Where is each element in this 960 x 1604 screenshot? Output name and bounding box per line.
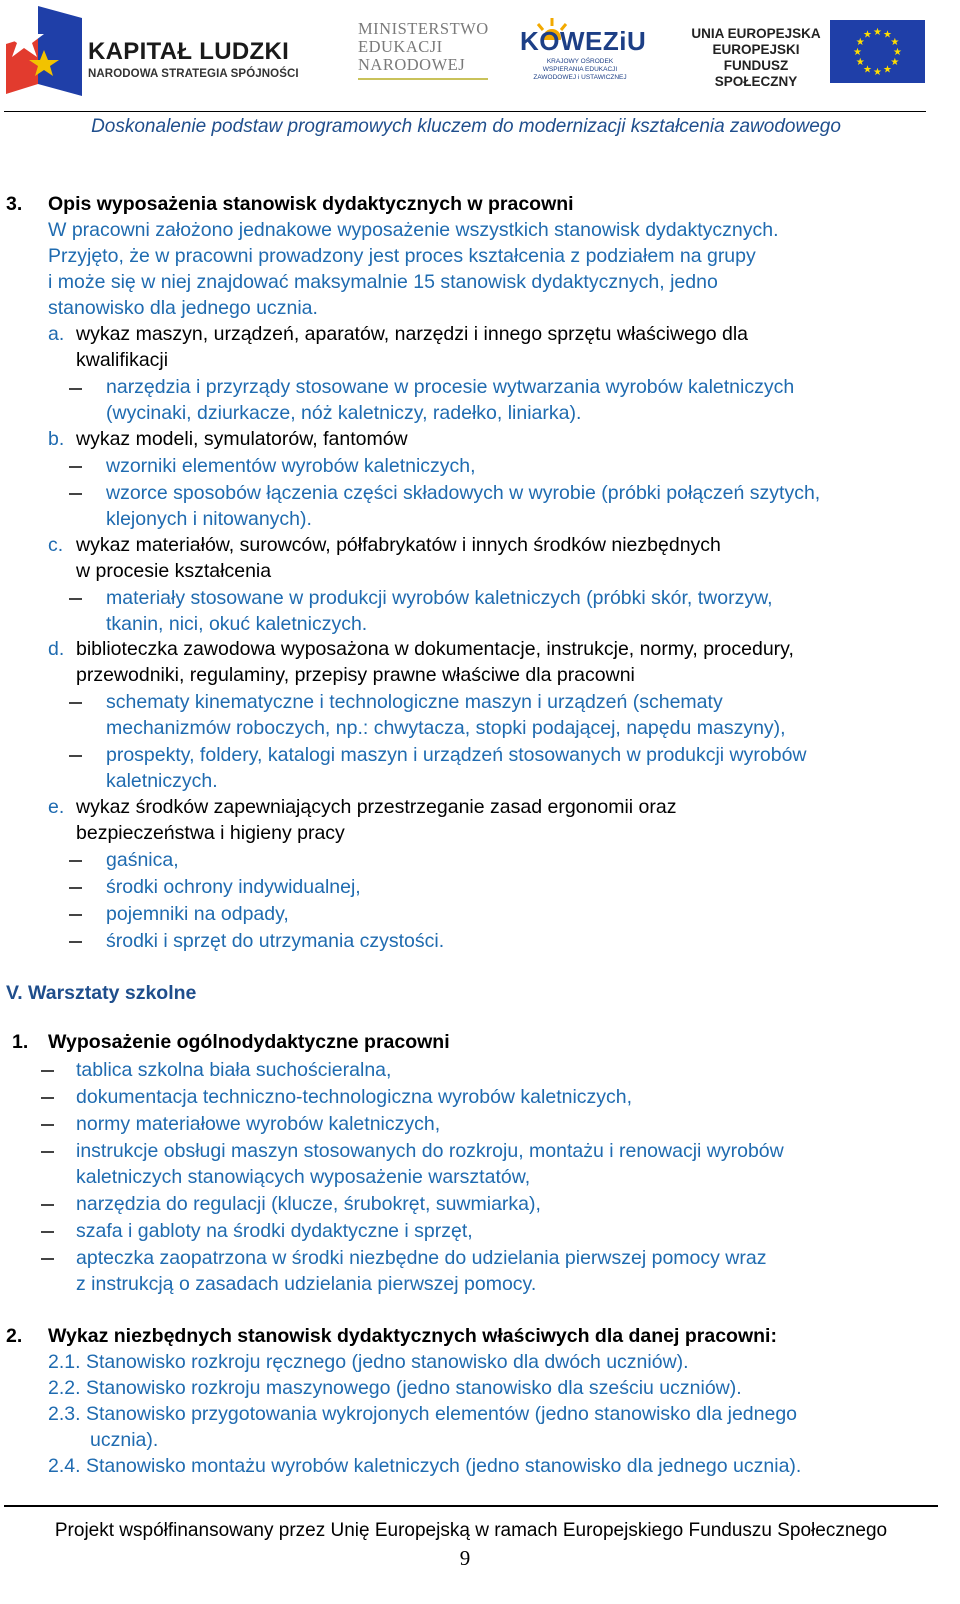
header-divider [4, 111, 926, 112]
section-v-heading: V. Warsztaty szkolne [6, 982, 197, 1004]
list-heading: wykaz środków zapewniających przestrzeganie zasad ergonomii oraz [76, 796, 677, 818]
dash-bullet [41, 1204, 54, 1206]
list-letter: c. [48, 534, 64, 556]
kapital-ludzki-title: KAPITAŁ LUDZKI [88, 38, 290, 65]
list-heading: przewodniki, regulaminy, przepisy prawne właściwe dla pracowni [76, 664, 635, 686]
dash-bullet [41, 1070, 54, 1072]
list-item: 2.1. Stanowisko rozkroju ręcznego (jedno stanowisko dla dwóch uczniów). [48, 1351, 689, 1373]
list-item: 2.3. Stanowisko przygotowania wykrojonych elementów (jedno stanowisko dla jednego [48, 1403, 798, 1425]
list-item: szafa i gabloty na środki dydaktyczne i sprzęt, [76, 1220, 473, 1242]
list-item: środki ochrony indywidualnej, [106, 876, 361, 898]
eu-star-icon: ★ [883, 29, 892, 41]
eu-star-icon: ★ [883, 64, 892, 76]
list-item: schematy kinematyczne i technologiczne maszyn i urządzeń (schematy [106, 691, 723, 713]
eu-star-icon: ★ [893, 47, 902, 58]
section-heading: Opis wyposażenia stanowisk dydaktycznych w pracowni [48, 193, 574, 215]
dash-bullet [69, 755, 82, 757]
list-item: narzędzia do regulacji (klucze, śrubokręt, suwmiarka), [76, 1193, 541, 1215]
dash-bullet [69, 466, 82, 468]
eu-star-icon: ★ [853, 47, 862, 58]
dash-bullet [69, 598, 82, 600]
list-item: materiały stosowane w produkcji wyrobów kaletniczych (próbki skór, tworzyw, [106, 587, 773, 609]
eu-star-icon: ★ [863, 29, 872, 41]
list-letter: b. [48, 428, 65, 450]
section-number: 3. [6, 193, 23, 215]
list-item: uczniа). [90, 1429, 159, 1451]
page-number: 9 [459, 1546, 471, 1570]
list-item: (wycinaki, dziurkacze, nóż kaletniczy, radełko, liniarka). [106, 402, 582, 424]
subsection-number: 1. [12, 1031, 29, 1053]
eu-fund-text [688, 26, 824, 90]
intro-line: W pracowni założono jednakowe wyposażenie wszystkich stanowisk dydaktycznych. [48, 219, 779, 241]
eu-star-icon: ★ [890, 37, 900, 48]
dash-bullet [69, 860, 82, 862]
kapital-ludzki-logo [0, 0, 310, 108]
list-item: gaśnica, [106, 849, 179, 871]
list-heading: wykaz maszyn, urządzeń, aparatów, narzędzi i innego sprzętu właściwego dla [76, 323, 749, 345]
men-logo [358, 20, 489, 74]
list-item: dokumentacja techniczno-technologiczna wyrobów kaletniczych, [76, 1086, 633, 1108]
men-logo-line: NARODOWEJ [358, 55, 466, 74]
list-letter: d. [48, 638, 65, 660]
intro-line: stanowisko dla jednego ucznia. [48, 297, 318, 319]
koweziu-logo-text: KOWEZiU [520, 26, 647, 56]
kapital-ludzki-subtitle: NARODOWA STRATEGIA SPÓJNOŚCI [88, 68, 299, 80]
dash-bullet [69, 388, 82, 390]
subsection-heading: Wyposażenie ogólnodydaktyczne pracowni [48, 1031, 450, 1053]
subsection-heading: Wykaz niezbędnych stanowisk dydaktycznych właściwych dla danej pracowni: [48, 1325, 777, 1347]
eu-star-icon: ★ [873, 67, 882, 78]
intro-line: i może się w niej znajdować maksymalnie 15 stanowisk dydaktycznych, jedno [48, 271, 718, 293]
list-item: z instrukcją o zasadach udzielania pierwszej pomocy. [76, 1273, 537, 1295]
footer-text: Projekt współfinansowany przez Unię Europejską w ramach Europejskiego Funduszu Społecznego [54, 1520, 888, 1541]
eu-text-line: UNIA EUROPEJSKA [691, 26, 821, 41]
list-item: kaletniczych stanowiących wyposażenie warsztatów, [76, 1166, 531, 1188]
eu-star-icon: ★ [855, 57, 865, 68]
list-item: wzorniki elementów wyrobów kaletniczych, [106, 455, 476, 477]
eu-star-icon: ★ [863, 64, 872, 76]
list-item: środki i sprzęt do utrzymania czystości. [106, 930, 445, 952]
list-item: instrukcje obsługi maszyn stosowanych do rozkroju, montażu i renowacji wyrobów [76, 1140, 784, 1162]
dash-bullet [41, 1258, 54, 1260]
list-item: narzędzia i przyrządy stosowane w procesie wytwarzania wyrobów kaletniczych [106, 376, 795, 398]
dash-bullet [69, 887, 82, 889]
list-item: prospekty, foldery, katalogi maszyn i urządzeń stosowanych w produkcji wyrobów [106, 744, 807, 766]
subsection-number: 2. [6, 1325, 23, 1347]
list-letter: a. [48, 323, 65, 345]
dash-bullet [69, 702, 82, 704]
project-title: Doskonalenie podstaw programowych kluczem do modernizacji kształcenia zawodowego [91, 116, 841, 137]
men-logo-underline [358, 78, 488, 80]
dash-bullet [41, 1097, 54, 1099]
list-item: 2.4. Stanowisko montażu wyrobów kaletniczych (jedno stanowisko dla jednego ucznia). [48, 1455, 802, 1477]
dash-bullet [41, 1124, 54, 1126]
dash-bullet [41, 1151, 54, 1153]
dash-bullet [69, 914, 82, 916]
eu-text-line: EUROPEJSKI [712, 42, 800, 57]
list-item: tkanin, nici, okuć kaletniczych. [106, 613, 368, 635]
dash-bullet [69, 941, 82, 943]
eu-text-line: FUNDUSZ SPOŁECZNY [714, 58, 798, 89]
list-heading: kwalifikacji [76, 349, 169, 371]
eu-star-icon: ★ [873, 27, 882, 38]
list-heading: wykaz materiałów, surowców, półfabrykatów i innych środków niezbędnych [76, 534, 721, 556]
dash-bullet [41, 1231, 54, 1233]
list-item: wzorce sposobów łączenia części składowych w wyrobie (próbki połączeń szytych, [106, 482, 821, 504]
list-heading: biblioteczka zawodowa wyposażona w dokumentacje, instrukcje, normy, procedury, [76, 638, 794, 660]
koweziu-logo-subtitle: KRAJOWY OŚRODEK WSPIERANIA EDUKACJI ZAWODOWEJ i USTAWICZNEJ [533, 58, 627, 81]
eu-star-icon: ★ [855, 37, 865, 48]
list-item: apteczka zaopatrzona w środki niezbędne do udzielania pierwszej pomocy wraz [76, 1247, 767, 1269]
list-item: pojemniki na odpady, [106, 903, 289, 925]
list-heading: w procesie kształcenia [76, 560, 272, 582]
men-logo-line: MINISTERSTWO [358, 19, 489, 38]
footer-divider [4, 1505, 938, 1507]
list-item: 2.2. Stanowisko rozkroju maszynowego (jedno stanowisko dla sześciu uczniów). [48, 1377, 742, 1399]
eu-flag-icon [830, 20, 925, 83]
list-item: tablica szkolna biała suchościeralna, [76, 1059, 392, 1081]
list-item: klejonych i nitowanych). [106, 508, 312, 530]
dash-bullet [69, 493, 82, 495]
men-logo-line: EDUKACJI [358, 37, 443, 56]
kapital-ludzki-emblem-icon [4, 4, 84, 100]
list-item: mechanizmów roboczych, np.: chwytacza, stopki podającej, napędu maszyny), [106, 717, 786, 739]
intro-line: Przyjęto, że w pracowni prowadzony jest proces kształcenia z podziałem na grupy [48, 245, 756, 267]
list-heading: wykaz modeli, symulatorów, fantomów [76, 428, 408, 450]
list-item: normy materiałowe wyrobów kaletniczych, [76, 1113, 441, 1135]
list-item: kaletniczych. [106, 770, 218, 792]
list-heading: bezpieczeństwa i higieny pracy [76, 822, 345, 844]
list-letter: e. [48, 796, 65, 818]
eu-star-icon: ★ [890, 57, 900, 68]
